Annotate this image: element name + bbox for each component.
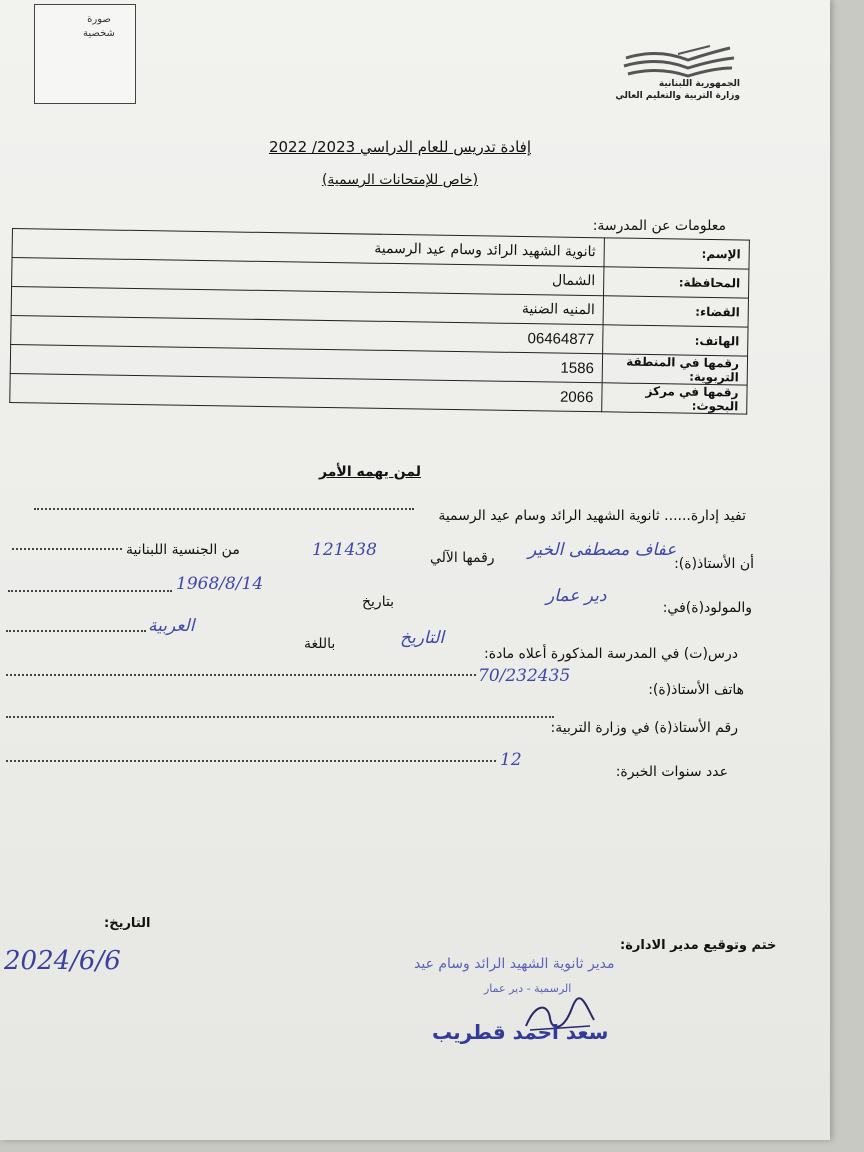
ministry-number-label: رقم الأستاذ(ة) في وزارة التربية: [550,720,738,736]
ministry-line2: وزارة التربية والتعليم العالي [615,91,740,101]
governorate-value: الشمال [12,258,604,296]
dotted-line [6,674,476,676]
school-name-value: ثانوية الشهيد الرائد وسام عيد الرسمية [12,229,604,267]
photo-label-line1: صورة [87,14,111,25]
district-value: المنيه الضنية [11,287,603,325]
ministry-text [610,78,740,102]
signature-label: ختم وتوقيع مدير الادارة: [620,938,777,953]
teacher-label: أن الأستاذ(ة): [674,556,754,572]
dotted-line [8,590,172,592]
stamp-line-2: الرسمية - دير عمار [484,982,572,995]
birth-place-label: والمولود(ة)في: [662,600,752,616]
document-subtitle: (خاص للإمتحانات الرسمية) [321,172,479,188]
school-name-label: الإسم: [604,238,749,269]
subject-handwritten: التاريخ [400,628,445,648]
teacher-phone-handwritten: 70/232435 [478,666,571,686]
nationality-label: من الجنسية اللبنانية [126,542,240,558]
dotted-line [12,548,122,550]
experience-handwritten: 12 [500,750,522,770]
ministry-line1: الجمهورية اللبنانية [658,79,740,89]
teacher-phone-label: هاتف الأستاذ(ة): [648,682,744,698]
subject-label: درس(ت) في المدرسة المذكورة أعلاه مادة: [484,646,738,662]
school-info-table [9,228,750,415]
dotted-line [6,716,554,718]
dotted-line [6,630,146,632]
photo-label-line2: شخصية [83,28,115,39]
teacher-name-handwritten: عفاف مصطفى الخير [528,540,677,560]
phone-value: 06464877 [11,315,603,353]
language-handwritten: العربية [148,616,195,636]
date-label: التاريخ: [104,916,151,931]
statement-line-1: تفيد إدارة...... ثانوية الشهيد الرائد وسام عيد الرسمية [438,508,746,524]
auto-number-label: رقمها الآلي [430,550,495,566]
director-name-stamp: سعد احمد قطريب [432,1020,609,1044]
photo-box [34,4,136,104]
photo-label [69,13,129,41]
date-handwritten: 2024/6/6 [4,946,121,976]
birth-date-handwritten: 1968/8/14 [176,574,264,594]
district-label: القضاء: [603,296,748,327]
birth-date-label: بتاريخ [362,594,395,610]
teacher-number-handwritten: 121438 [312,540,377,560]
dotted-line [34,508,414,510]
to-whom-heading: لمن يهمه الأمر [319,464,421,480]
school-info-heading: معلومات عن المدرسة: [592,218,726,234]
stamp-line-1: مدير ثانوية الشهيد الرائد وسام عيد [414,956,615,972]
governorate-label: المحافظة: [604,267,749,298]
educational-zone-number-label: رقمها في المنطقة التربوية: [602,354,747,385]
research-center-number-label: رقمها في مركز البحوث: [602,383,747,414]
birth-place-handwritten: دير عمار [546,586,607,606]
document-title: إفادة تدريس للعام الدراسي 2023/ 2022 [268,138,532,156]
research-center-number-value: 2066 [10,373,602,411]
language-label: باللغة [304,636,336,652]
phone-label: الهاتف: [603,325,748,356]
experience-label: عدد سنوات الخبرة: [615,764,728,780]
dotted-line [6,760,496,762]
educational-zone-number-value: 1586 [10,344,602,382]
